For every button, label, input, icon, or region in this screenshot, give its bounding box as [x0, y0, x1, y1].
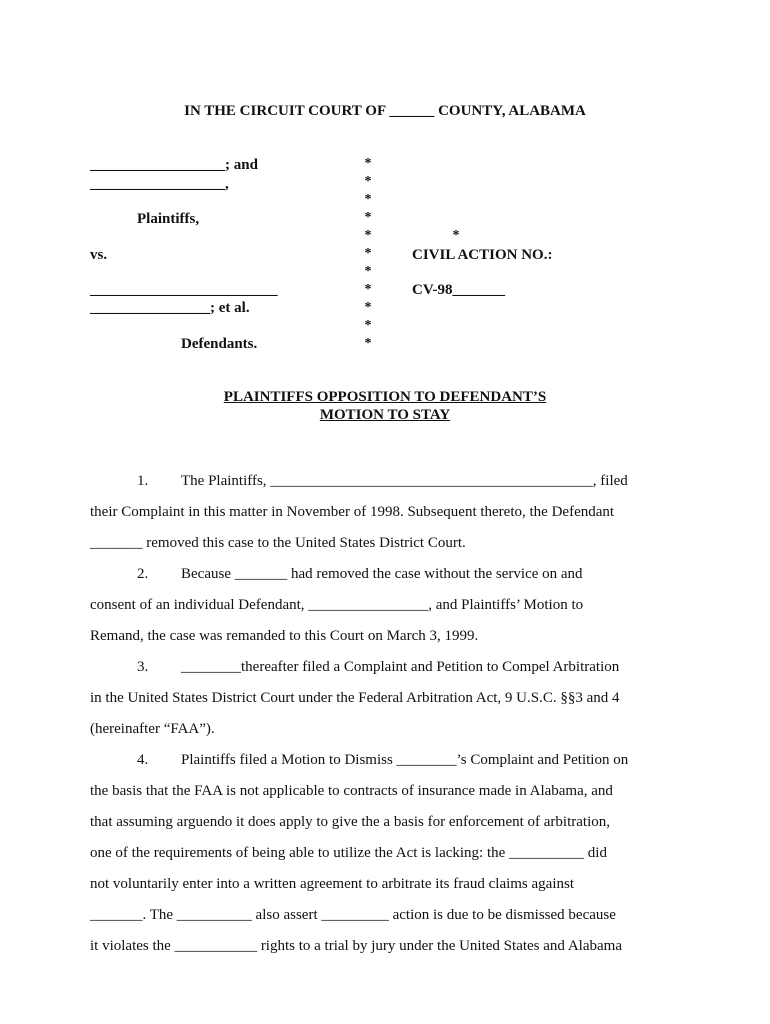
case-number: CV-98_______ — [412, 282, 506, 298]
caption-separator-star: * — [364, 192, 372, 207]
defendants-label: Defendants. — [181, 336, 258, 352]
caption-separator-star: * — [364, 246, 372, 261]
paragraph-text-line: in the United States District Court under the Federal Arbitration Act, 9 U.S.C. §§3 and 4 — [90, 690, 620, 706]
paragraph-text-line: Plaintiffs filed a Motion to Dismiss ________’s Complaint and Petition on — [181, 752, 629, 768]
caption-separator-star: * — [364, 210, 372, 225]
paragraph-text-line: Remand, the case was remanded to this Court on March 3, 1999. — [90, 628, 479, 644]
paragraph-text-line: The Plaintiffs, ___________________________________________, filed — [181, 473, 628, 489]
paragraph-number: 4. — [137, 752, 149, 768]
caption-separator-star: * — [364, 318, 372, 333]
paragraph-text-line: it violates the ___________ rights to a trial by jury under the United States and Alabama — [90, 938, 622, 954]
vs-label: vs. — [90, 247, 108, 263]
caption-separator-star: * — [364, 174, 372, 189]
plaintiffs-label: Plaintiffs, — [137, 211, 200, 227]
paragraph-text-line: consent of an individual Defendant, ________________, and Plaintiffs’ Motion to — [90, 597, 584, 613]
caption-separator-star: * — [364, 282, 372, 297]
paragraph-number: 1. — [137, 473, 149, 489]
caption-separator-star: * — [364, 336, 372, 351]
paragraph-number: 2. — [137, 566, 149, 582]
paragraph-text-line: not voluntarily enter into a written agreement to arbitrate its fraud claims against — [90, 876, 575, 892]
caption-separator-star: * — [364, 228, 372, 243]
paragraph-number: 3. — [137, 659, 149, 675]
paragraph-text-line: that assuming arguendo it does apply to give the a basis for enforcement of arbitration, — [90, 814, 610, 830]
paragraph-text-line: _______ removed this case to the United States District Court. — [90, 535, 466, 551]
paragraph-text-line: the basis that the FAA is not applicable to contracts of insurance made in Alabama, and — [90, 783, 613, 799]
caption-separator-star: * — [364, 156, 372, 171]
paragraph-text-line: Because _______ had removed the case without the service on and — [181, 566, 583, 582]
paragraph-text-line: (hereinafter “FAA”). — [90, 721, 215, 737]
caption-separator-star: * — [364, 300, 372, 315]
caption-separator-star: * — [364, 264, 372, 279]
civil-action-label: CIVIL ACTION NO.: — [412, 247, 553, 263]
defendant-line-2: ________________; et al. — [90, 300, 250, 316]
defendant-line-1: _________________________ — [90, 282, 278, 298]
caption-separator-star: * — [452, 228, 460, 243]
document-title-line-1: PLAINTIFFS OPPOSITION TO DEFENDANT’S — [223, 389, 547, 405]
paragraph-text-line: their Complaint in this matter in November of 1998. Subsequent thereto, the Defendant — [90, 504, 615, 520]
document-title-line-2: MOTION TO STAY — [319, 407, 451, 423]
plaintiff-line-1: __________________; and — [90, 157, 258, 173]
paragraph-text-line: _______. The __________ also assert _________ action is due to be dismissed because — [90, 907, 616, 923]
plaintiff-line-2: __________________, — [90, 176, 229, 192]
paragraph-text-line: ________thereafter filed a Complaint and Petition to Compel Arbitration — [181, 659, 620, 675]
court-heading: IN THE CIRCUIT COURT OF ______ COUNTY, ALABAMA — [184, 103, 586, 119]
paragraph-text-line: one of the requirements of being able to utilize the Act is lacking: the __________ did — [90, 845, 607, 861]
